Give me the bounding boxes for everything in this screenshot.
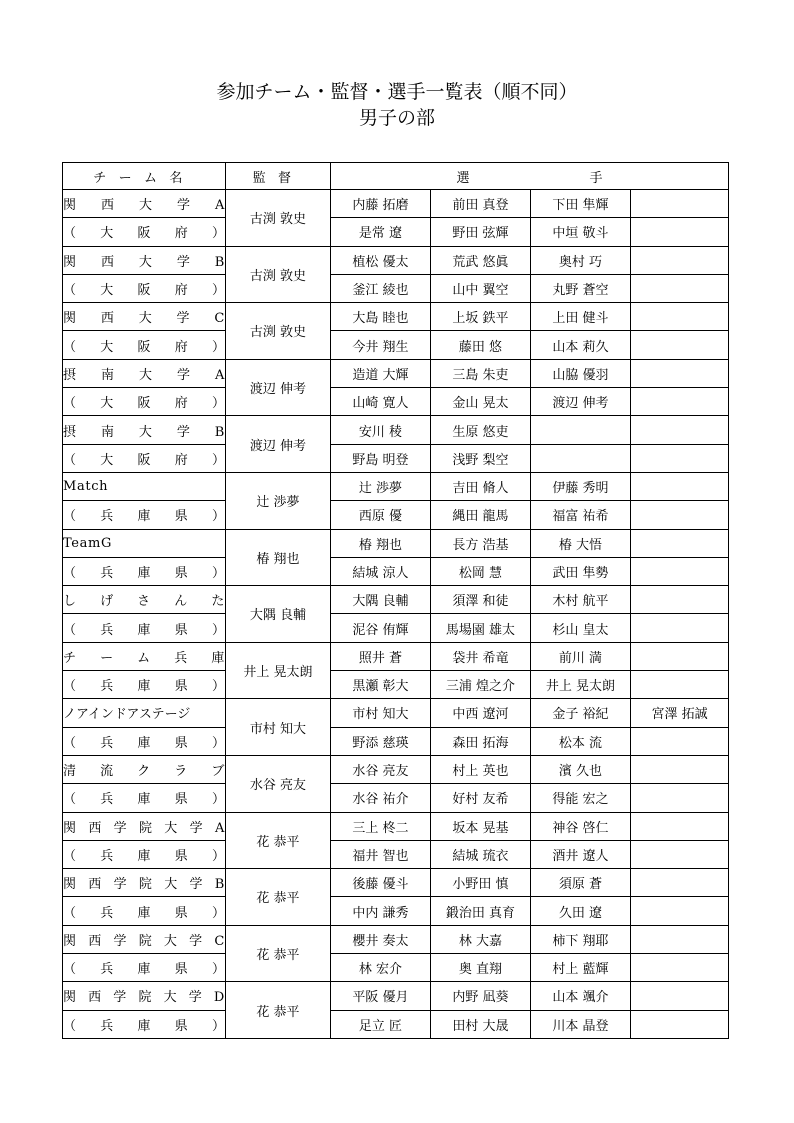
player-cell: 田村 大晟 xyxy=(431,1010,531,1038)
player-cell xyxy=(531,416,631,444)
player-cell: 藤田 悠 xyxy=(431,331,531,359)
player-cell: 森田 拓海 xyxy=(431,727,531,755)
player-cell: 黒瀬 彰大 xyxy=(331,671,431,699)
team-row-top xyxy=(63,416,729,444)
player-cell: 安川 稜 xyxy=(331,416,431,444)
player-cell xyxy=(631,557,729,585)
team-coach: 古渕 敦史 xyxy=(226,303,331,360)
team-row-top xyxy=(63,529,729,557)
player-cell: 水谷 祐介 xyxy=(331,784,431,812)
team-row-bottom xyxy=(63,614,729,642)
team-prefecture: （兵庫県） xyxy=(63,784,226,812)
player-cell: 神谷 啓仁 xyxy=(531,812,631,840)
player-cell: 川本 晶登 xyxy=(531,1010,631,1038)
player-cell: 村上 藍輝 xyxy=(531,954,631,982)
team-row-bottom xyxy=(63,444,729,472)
player-cell: 鍛治田 真育 xyxy=(431,897,531,925)
team-coach: 辻 渉夢 xyxy=(226,472,331,529)
team-coach: 市村 知大 xyxy=(226,699,331,756)
player-cell: 野島 明登 xyxy=(331,444,431,472)
player-cell: 松岡 慧 xyxy=(431,557,531,585)
player-cell xyxy=(631,840,729,868)
player-cell: 水谷 亮友 xyxy=(331,755,431,783)
team-row-bottom xyxy=(63,501,729,529)
team-prefecture: （兵庫県） xyxy=(63,614,226,642)
team-name: 関西学院大学C xyxy=(63,925,226,953)
team-row-top xyxy=(63,359,729,387)
player-cell: 林 宏介 xyxy=(331,954,431,982)
team-name: 関西学院大学B xyxy=(63,869,226,897)
player-cell: 大隅 良輔 xyxy=(331,586,431,614)
player-cell: 木村 航平 xyxy=(531,586,631,614)
team-row-top xyxy=(63,190,729,218)
player-cell xyxy=(631,388,729,416)
team-coach: 花 恭平 xyxy=(226,869,331,926)
player-cell: 好村 友希 xyxy=(431,784,531,812)
player-cell: 小野田 慎 xyxy=(431,869,531,897)
team-row-top xyxy=(63,303,729,331)
team-coach: 古渕 敦史 xyxy=(226,246,331,303)
team-name: 関西大学B xyxy=(63,246,226,274)
player-cell xyxy=(631,303,729,331)
player-cell: 釜江 綾也 xyxy=(331,274,431,302)
player-cell: 椿 大悟 xyxy=(531,529,631,557)
team-coach: 大隅 良輔 xyxy=(226,586,331,643)
player-cell: 松本 流 xyxy=(531,727,631,755)
player-cell: 久田 遼 xyxy=(531,897,631,925)
player-cell xyxy=(631,359,729,387)
team-name: 関西学院大学D xyxy=(63,982,226,1010)
player-cell: 生原 悠吏 xyxy=(431,416,531,444)
player-cell xyxy=(631,727,729,755)
team-prefecture: （兵庫県） xyxy=(63,840,226,868)
player-cell: 馬場園 雄太 xyxy=(431,614,531,642)
player-cell: 照井 蒼 xyxy=(331,642,431,670)
player-cell: 金子 裕紀 xyxy=(531,699,631,727)
player-cell: 渡辺 伸考 xyxy=(531,388,631,416)
team-name: ノアインドアステージ xyxy=(63,699,226,727)
header-row xyxy=(63,163,729,190)
team-row-top xyxy=(63,812,729,840)
player-cell: 荒武 悠眞 xyxy=(431,246,531,274)
player-cell: 得能 宏之 xyxy=(531,784,631,812)
team-row-bottom xyxy=(63,727,729,755)
team-coach: 花 恭平 xyxy=(226,812,331,869)
player-cell: 結城 琉衣 xyxy=(431,840,531,868)
player-cell: 奥村 巧 xyxy=(531,246,631,274)
player-cell: 下田 隼輝 xyxy=(531,190,631,218)
player-cell xyxy=(631,472,729,500)
player-cell: 山本 莉久 xyxy=(531,331,631,359)
team-name: TeamG xyxy=(63,529,226,557)
team-row-top xyxy=(63,586,729,614)
player-cell: 辻 渉夢 xyxy=(331,472,431,500)
player-cell xyxy=(631,812,729,840)
team-prefecture: （兵庫県） xyxy=(63,1010,226,1038)
team-name: 関西大学C xyxy=(63,303,226,331)
team-row-top xyxy=(63,246,729,274)
player-cell xyxy=(631,529,729,557)
player-cell xyxy=(631,982,729,1010)
player-cell: 西原 優 xyxy=(331,501,431,529)
player-cell xyxy=(631,642,729,670)
player-cell xyxy=(631,671,729,699)
team-row-bottom xyxy=(63,784,729,812)
player-cell: 宮澤 拓誠 xyxy=(631,699,729,727)
player-cell xyxy=(631,925,729,953)
team-row-bottom xyxy=(63,331,729,359)
player-cell: 山崎 寛人 xyxy=(331,388,431,416)
team-row-bottom xyxy=(63,897,729,925)
document-subtitle: 男子の部 xyxy=(358,107,435,129)
player-cell: 三浦 煌之介 xyxy=(431,671,531,699)
player-cell: 奥 直翔 xyxy=(431,954,531,982)
header-players xyxy=(331,163,729,190)
team-row-top xyxy=(63,755,729,783)
player-cell: 上坂 鉄平 xyxy=(431,303,531,331)
team-name: 関西学院大学A xyxy=(63,812,226,840)
player-cell xyxy=(631,755,729,783)
team-row-top xyxy=(63,982,729,1010)
team-name: 摂南大学B xyxy=(63,416,226,444)
player-cell: 泥谷 侑輝 xyxy=(331,614,431,642)
team-prefecture: （兵庫県） xyxy=(63,897,226,925)
team-prefecture: （大阪府） xyxy=(63,388,226,416)
team-row-bottom xyxy=(63,274,729,302)
player-cell: 足立 匠 xyxy=(331,1010,431,1038)
player-cell: 縄田 龍馬 xyxy=(431,501,531,529)
player-cell: 吉田 脩人 xyxy=(431,472,531,500)
player-cell xyxy=(631,614,729,642)
player-cell: 平阪 優月 xyxy=(331,982,431,1010)
header-team: チーム名 xyxy=(63,163,226,190)
player-cell: 櫻井 奏太 xyxy=(331,925,431,953)
player-cell: 椿 翔也 xyxy=(331,529,431,557)
player-cell: 中西 遼河 xyxy=(431,699,531,727)
team-row-top xyxy=(63,925,729,953)
team-row-bottom xyxy=(63,557,729,585)
header-players-a: 選 xyxy=(456,170,470,186)
team-name: Match xyxy=(63,472,226,500)
player-cell: 山中 翼空 xyxy=(431,274,531,302)
player-cell: 伊藤 秀明 xyxy=(531,472,631,500)
player-cell: 三上 柊二 xyxy=(331,812,431,840)
player-cell: 大島 睦也 xyxy=(331,303,431,331)
player-cell xyxy=(631,954,729,982)
roster-body xyxy=(63,190,729,1039)
player-cell: 中内 謙秀 xyxy=(331,897,431,925)
player-cell: 山本 颯介 xyxy=(531,982,631,1010)
player-cell: 金山 晃太 xyxy=(431,388,531,416)
team-coach: 花 恭平 xyxy=(226,982,331,1039)
team-row-top xyxy=(63,699,729,727)
player-cell: 市村 知大 xyxy=(331,699,431,727)
team-prefecture: （兵庫県） xyxy=(63,557,226,585)
team-name: 関西大学A xyxy=(63,190,226,218)
team-prefecture: （兵庫県） xyxy=(63,671,226,699)
player-cell xyxy=(631,501,729,529)
player-cell: 須澤 和徒 xyxy=(431,586,531,614)
player-cell xyxy=(631,586,729,614)
player-cell: 杉山 皇太 xyxy=(531,614,631,642)
player-cell: 今井 翔生 xyxy=(331,331,431,359)
player-cell: 丸野 蒼空 xyxy=(531,274,631,302)
player-cell: 林 大嘉 xyxy=(431,925,531,953)
team-row-bottom xyxy=(63,1010,729,1038)
player-cell: 柿下 翔耶 xyxy=(531,925,631,953)
player-cell: 浅野 梨空 xyxy=(431,444,531,472)
player-cell: 造道 大輝 xyxy=(331,359,431,387)
player-cell: 濱 久也 xyxy=(531,755,631,783)
team-row-top xyxy=(63,472,729,500)
document-title: 参加チーム・監督・選手一覧表（順不同） xyxy=(216,81,578,103)
player-cell: 袋井 希竜 xyxy=(431,642,531,670)
player-cell: 三島 朱吏 xyxy=(431,359,531,387)
player-cell: 武田 隼勢 xyxy=(531,557,631,585)
team-row-top xyxy=(63,642,729,670)
team-row-bottom xyxy=(63,954,729,982)
player-cell: 野添 慈瑛 xyxy=(331,727,431,755)
player-cell: 坂本 晃基 xyxy=(431,812,531,840)
player-cell: 前田 真登 xyxy=(431,190,531,218)
header-coach: 監督 xyxy=(226,163,331,190)
player-cell: 前川 満 xyxy=(531,642,631,670)
team-coach: 古渕 敦史 xyxy=(226,190,331,247)
player-cell: 是常 遼 xyxy=(331,218,431,246)
player-cell: 野田 弦輝 xyxy=(431,218,531,246)
player-cell: 村上 英也 xyxy=(431,755,531,783)
team-coach: 渡辺 伸考 xyxy=(226,416,331,473)
player-cell xyxy=(631,190,729,218)
team-row-bottom xyxy=(63,388,729,416)
player-cell xyxy=(631,246,729,274)
player-cell: 上田 健斗 xyxy=(531,303,631,331)
team-prefecture: （大阪府） xyxy=(63,218,226,246)
player-cell: 福富 祐希 xyxy=(531,501,631,529)
player-cell: 福井 智也 xyxy=(331,840,431,868)
player-cell xyxy=(631,1010,729,1038)
team-prefecture: （大阪府） xyxy=(63,444,226,472)
player-cell: 結城 涼人 xyxy=(331,557,431,585)
player-cell: 山脇 優羽 xyxy=(531,359,631,387)
team-row-top xyxy=(63,869,729,897)
player-cell: 酒井 遼人 xyxy=(531,840,631,868)
player-cell xyxy=(631,331,729,359)
player-cell xyxy=(631,274,729,302)
player-cell: 内藤 拓磨 xyxy=(331,190,431,218)
header-players-b: 手 xyxy=(589,170,603,186)
player-cell: 長方 浩基 xyxy=(431,529,531,557)
player-cell: 内野 凪葵 xyxy=(431,982,531,1010)
player-cell xyxy=(631,869,729,897)
team-coach: 椿 翔也 xyxy=(226,529,331,586)
player-cell: 中垣 敬斗 xyxy=(531,218,631,246)
player-cell: 井上 晃太朗 xyxy=(531,671,631,699)
team-coach: 水谷 亮友 xyxy=(226,755,331,812)
team-row-bottom xyxy=(63,840,729,868)
team-coach: 花 恭平 xyxy=(226,925,331,982)
player-cell: 後藤 優斗 xyxy=(331,869,431,897)
player-cell: 須原 蒼 xyxy=(531,869,631,897)
team-name: しげさんた xyxy=(63,586,226,614)
team-prefecture: （大阪府） xyxy=(63,274,226,302)
player-cell xyxy=(631,444,729,472)
team-prefecture: （兵庫県） xyxy=(63,954,226,982)
player-cell xyxy=(631,218,729,246)
team-name: チーム兵庫 xyxy=(63,642,226,670)
team-coach: 渡辺 伸考 xyxy=(226,359,331,416)
team-coach: 井上 晃太朗 xyxy=(226,642,331,699)
team-prefecture: （兵庫県） xyxy=(63,501,226,529)
player-cell xyxy=(631,897,729,925)
player-cell xyxy=(631,416,729,444)
team-prefecture: （兵庫県） xyxy=(63,727,226,755)
player-cell xyxy=(531,444,631,472)
team-name: 摂南大学A xyxy=(63,359,226,387)
player-cell xyxy=(631,784,729,812)
team-row-bottom xyxy=(63,218,729,246)
team-prefecture: （大阪府） xyxy=(63,331,226,359)
team-row-bottom xyxy=(63,671,729,699)
player-cell: 植松 優太 xyxy=(331,246,431,274)
roster-table xyxy=(62,162,729,1039)
team-name: 清流クラブ xyxy=(63,755,226,783)
